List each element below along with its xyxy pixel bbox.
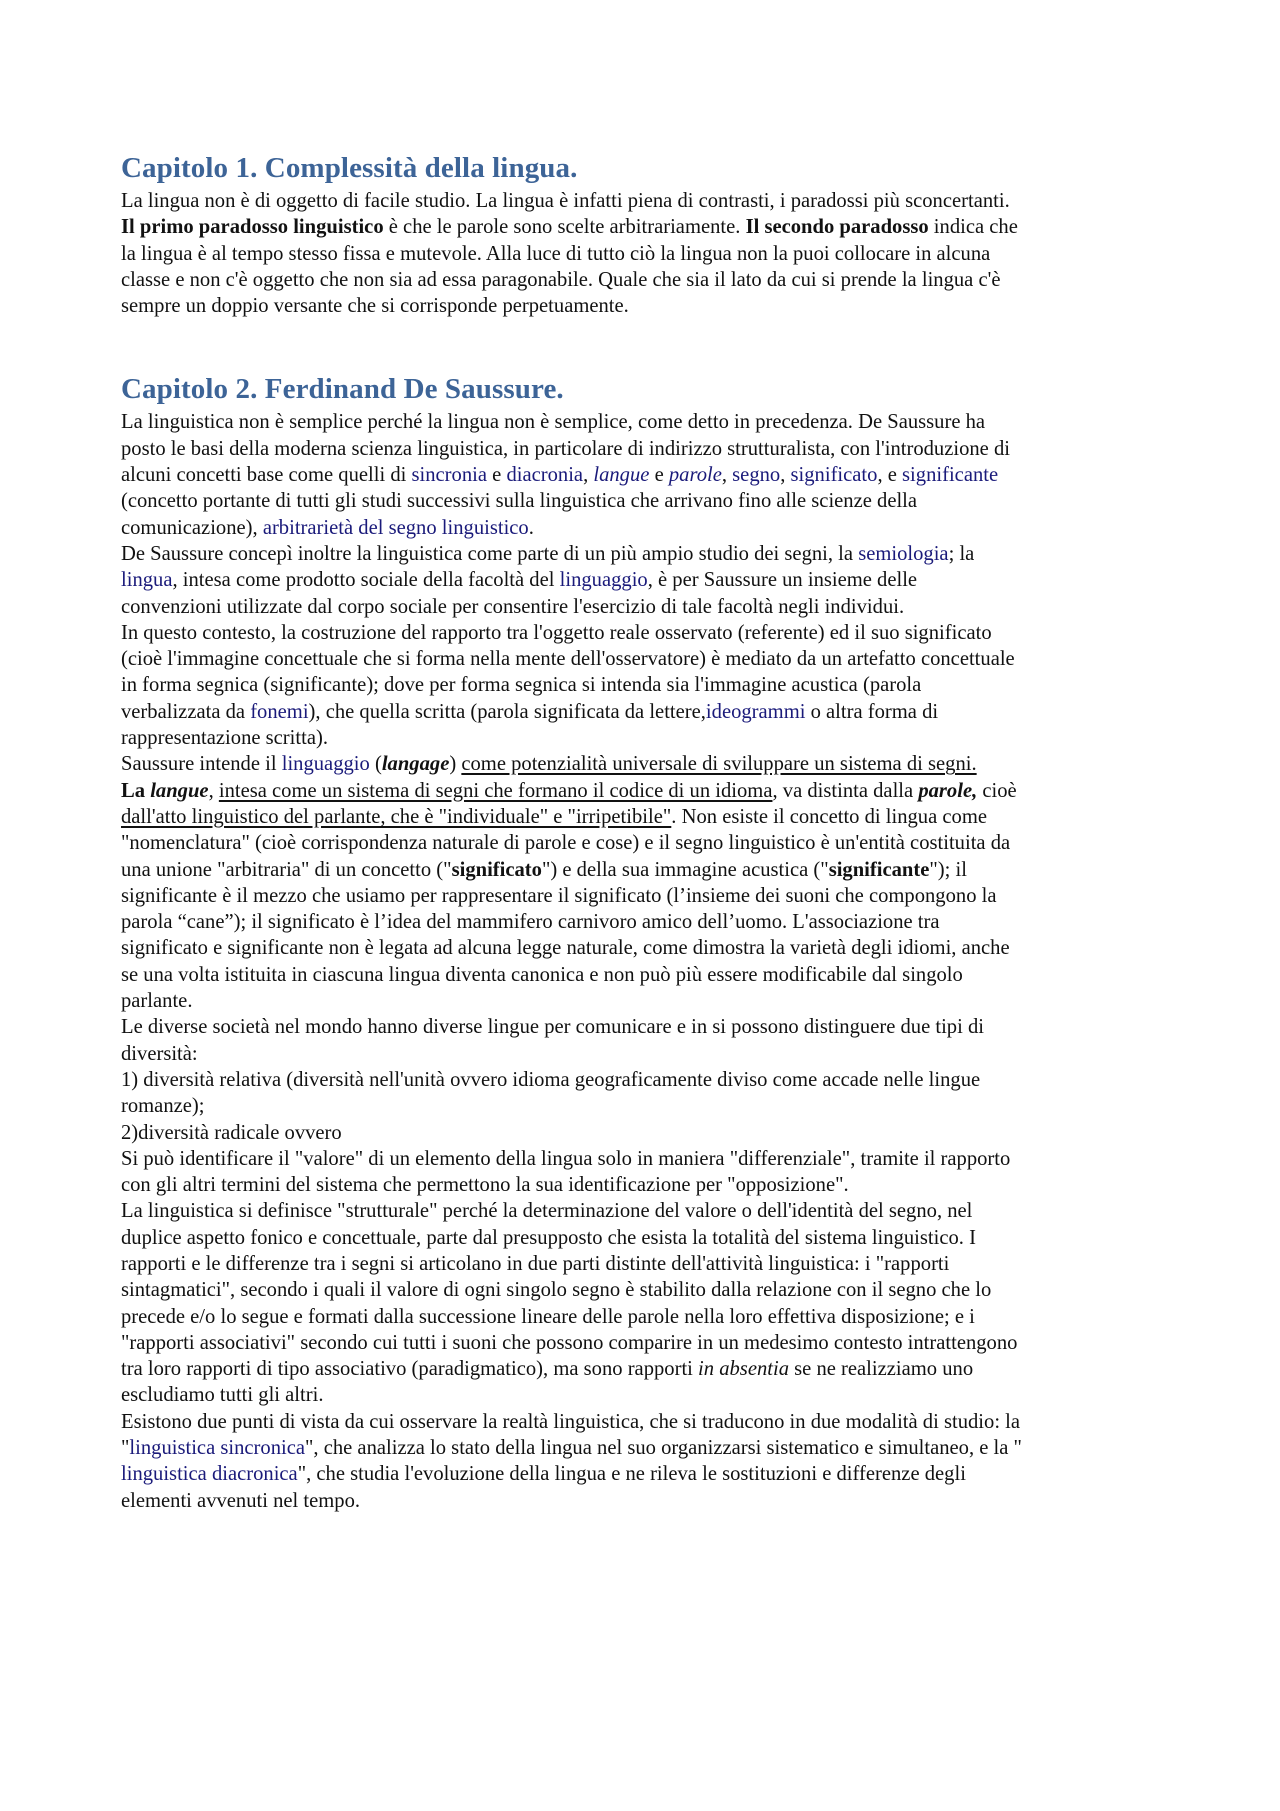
text-span: ") e della sua immagine acustica ("	[541, 858, 829, 881]
link-semiologia[interactable]: semiologia	[858, 542, 949, 565]
text-span: ", che studia l'evoluzione della lingua e ne rileva le sostituzioni e differenze degli	[297, 1463, 966, 1486]
text-span: una unione "arbitraria" di un concetto ("	[121, 858, 452, 881]
underlined-text: come potenzialità universale di sviluppare un sistema di segni.	[461, 753, 977, 776]
text-span: tra loro rapporti di tipo associativo (paradigmatico), ma sono rapporti	[121, 1358, 699, 1381]
text-line: precede e/o lo segue e formati dalla successione lineare delle parole nella loro effettiva disposizione; e i	[121, 1305, 975, 1328]
text-line: diversità:	[121, 1042, 198, 1065]
text-span: ", che analizza lo stato della lingua nel suo organizzarsi sistematico e simultaneo, e la "	[305, 1437, 1022, 1460]
text-span: , è per Saussure un insieme delle	[647, 569, 918, 592]
link-parole[interactable]: parole	[668, 464, 722, 487]
text-span: "); il	[929, 858, 967, 881]
text-span: indica che	[928, 216, 1018, 239]
link-significato[interactable]: significato	[790, 464, 878, 487]
chapter-2-body	[121, 409, 1165, 1513]
text-line: escludiamo tutti gli altri.	[121, 1384, 324, 1407]
text-line: (cioè l'immagine concettuale che si forma nella mente dell'osservatore) è mediato da un artefatto concettuale	[121, 648, 1015, 671]
text-line: rappresentazione scritta).	[121, 727, 328, 750]
text-line: Esistono due punti di vista da cui osservare la realtà linguistica, che si traducono in due modalità di studio: la	[121, 1410, 1021, 1433]
text-line: classe e non c'è oggetto che non sia ad essa paragonabile. Quale che sia il lato da cui si prende la lingua c'è	[121, 268, 1001, 291]
text-span: e	[487, 464, 507, 487]
text-line: con gli altri termini del sistema che permettono la sua identificazione per "opposizione".	[121, 1174, 849, 1197]
text-span: se ne realizziamo uno	[789, 1358, 974, 1381]
text-span: ; la	[948, 542, 975, 565]
link-lingua[interactable]: lingua	[121, 569, 173, 592]
text-span: cioè	[977, 779, 1017, 802]
text-span: ), che quella scritta (parola significata da lettere,	[308, 700, 706, 723]
text-span: o altra forma di	[805, 700, 939, 723]
text-line: In questo contesto, la costruzione del rapporto tra l'oggetto reale osservato (referente) ed il suo significato	[121, 621, 992, 644]
text-line: parlante.	[121, 990, 193, 1013]
text-line: 2)diversità radicale ovvero	[121, 1121, 342, 1144]
link-arbitrarieta[interactable]: arbitrarietà del segno linguistico	[262, 516, 529, 539]
bold-italic-term: langue	[150, 779, 209, 802]
text-line: (concetto portante di tutti gli studi successivi sulla linguistica che arrivano fino alle scienze della	[121, 490, 918, 513]
link-linguaggio[interactable]: linguaggio	[281, 753, 370, 776]
text-line: significante è il mezzo che usiamo per rappresentare il significato (l’insieme dei suoni che compongono la	[121, 884, 997, 907]
link-fonemi[interactable]: fonemi	[250, 700, 309, 723]
link-segno[interactable]: segno	[732, 464, 781, 487]
text-line	[121, 515, 1165, 541]
link-langue[interactable]: langue	[593, 464, 650, 487]
link-significante[interactable]: significante	[902, 464, 999, 487]
text-line: convenzioni utilizzate dal corpo sociale per consentire l'esercizio di tale facoltà negli individui.	[121, 595, 905, 618]
text-span: è che le parole sono scelte arbitrariamente.	[383, 216, 746, 239]
text-span: comunicazione),	[121, 516, 263, 539]
bold-italic-term: langage	[381, 753, 450, 776]
text-span: ,	[208, 779, 219, 802]
text-span: "	[121, 1437, 130, 1460]
text-line: sintagmatici", secondo i quali il valore di ogni singolo segno è stabilito dalla relazione con il segno che lo	[121, 1279, 992, 1302]
text-span: )	[449, 753, 462, 776]
text-line: "nomenclatura" (cioè corrispondenza naturale di parole e cose) e il segno linguistico è un'entità costituita da	[121, 832, 1011, 855]
text-span: , e	[877, 464, 903, 487]
text-span: , va distinta dalla	[772, 779, 919, 802]
text-line	[121, 778, 1165, 804]
text-line	[121, 1461, 1165, 1487]
bold-term: significato	[451, 858, 542, 881]
text-line: duplice aspetto fonico e concettuale, parte dal presupposto che esista la totalità del sistema linguistico. I	[121, 1226, 976, 1249]
text-line: parola “cane”); il significato è l’idea del mammifero carnivoro amico dell’uomo. L'associazione tra	[121, 911, 940, 934]
link-linguaggio[interactable]: linguaggio	[559, 569, 648, 592]
text-line: significato e significante non è legata ad alcuna legge naturale, come dimostra la varietà degli idiomi, anche	[121, 937, 1010, 960]
document-page	[121, 150, 1165, 1514]
underlined-text: dall'atto linguistico del parlante, che è "individuale" e "irripetibile"	[121, 805, 672, 828]
text-span: ,	[583, 464, 594, 487]
link-linguistica-sincronica[interactable]: linguistica sincronica	[129, 1437, 305, 1460]
text-span: ,	[721, 464, 733, 487]
text-line	[121, 567, 1165, 593]
link-diacronia[interactable]: diacronia	[506, 464, 584, 487]
text-line: "rapporti associativi" secondo cui tutti i suoni che possono comparire in un medesimo contesto intrattengono	[121, 1331, 1018, 1354]
text-line	[121, 699, 1165, 725]
text-line: Si può identificare il "valore" di un elemento della lingua solo in maniera "differenziale", tramite il rapporto	[121, 1147, 1011, 1170]
bold-term: Il secondo paradosso	[745, 216, 929, 239]
link-linguistica-diacronica[interactable]: linguistica diacronica	[121, 1463, 298, 1486]
chapter-1-title: Capitolo 1. Complessità della lingua.	[121, 152, 578, 184]
bold-term: significante	[828, 858, 930, 881]
link-ideogrammi[interactable]: ideogrammi	[705, 700, 806, 723]
text-line: rapporti e le differenze tra i segni si articolano in due parti distinte dell'attività linguistica: i "rapporti	[121, 1252, 950, 1275]
text-line: 1) diversità relativa (diversità nell'unità ovvero idioma geograficamente diviso come accade nelle lingue	[121, 1068, 981, 1091]
text-line	[121, 1356, 1165, 1382]
text-line: posto le basi della moderna scienza linguistica, in particolare di indirizzo strutturalista, con l'introduzione di	[121, 437, 1010, 460]
text-line	[121, 541, 1165, 567]
text-span: . Non esiste il concetto di lingua come	[671, 805, 987, 828]
text-line: se una volta istituita in ciascuna lingua diventa canonica e non può più essere modificabile dal singolo	[121, 963, 963, 986]
text-line: sempre un doppio versante che si corrisponde perpetuamente.	[121, 295, 629, 318]
chapter-1-paragraph	[121, 188, 1165, 319]
link-sincronia[interactable]: sincronia	[411, 464, 487, 487]
italic-term: in absentia	[698, 1358, 789, 1381]
underlined-text: intesa come un sistema di segni che formano il codice di un idioma	[218, 779, 773, 802]
text-span: verbalizzata da	[121, 700, 251, 723]
text-span: De Saussure concepì inoltre la linguistica come parte di un più ampio studio dei segni, la	[121, 542, 859, 565]
text-span: alcuni concetti base come quelli di	[121, 464, 412, 487]
text-span: .	[528, 516, 534, 539]
text-line: Le diverse società nel mondo hanno diverse lingue per comunicare e in si possono distinguere due tipi di	[121, 1016, 984, 1039]
bold-italic-term: parole,	[918, 779, 978, 802]
bold-term: La	[121, 779, 151, 802]
text-line: romanze);	[121, 1095, 205, 1118]
text-span: e	[649, 464, 669, 487]
text-line: La linguistica si definisce "strutturale" perché la determinazione del valore o dell'identità del segno, nel	[121, 1200, 973, 1223]
text-line: La linguistica non è semplice perché la lingua non è semplice, come detto in precedenza. De Saussure ha	[121, 411, 986, 434]
text-line	[121, 751, 1165, 777]
text-line: La lingua non è di oggetto di facile studio. La lingua è infatti piena di contrasti, i paradossi più sconcertanti.	[121, 190, 1010, 212]
text-line: la lingua è al tempo stesso fissa e mutevole. Alla luce di tutto ciò la lingua non la puoi collocare in alcuna	[121, 242, 991, 265]
text-line	[121, 1435, 1165, 1461]
text-line	[121, 857, 1165, 883]
text-span: ,	[780, 464, 791, 487]
text-line	[121, 804, 1165, 830]
text-line: in forma segnica (significante); dove per forma segnica si intenda sia l'immagine acustica (parola	[121, 674, 922, 697]
text-span: (	[369, 753, 382, 776]
chapter-2-title: Capitolo 2. Ferdinand De Saussure.	[121, 373, 564, 406]
text-line	[121, 214, 1165, 240]
text-span: , intesa come prodotto sociale della facoltà del	[172, 569, 560, 592]
bold-term: Il primo paradosso linguistico	[121, 216, 384, 239]
text-line: elementi avvenuti nel tempo.	[121, 1489, 361, 1512]
text-line	[121, 462, 1165, 488]
text-span: Saussure intende il	[121, 753, 282, 776]
